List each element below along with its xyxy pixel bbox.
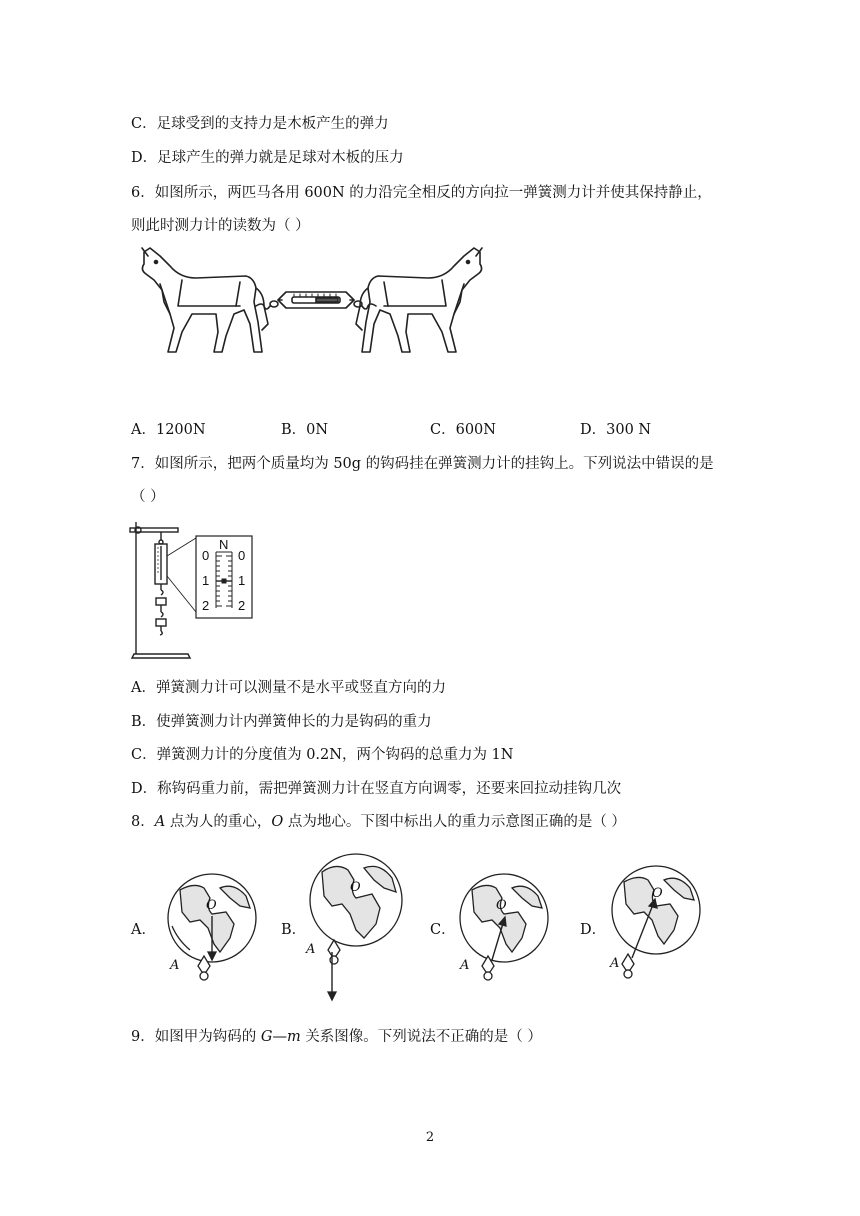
point-o-label: O bbox=[652, 886, 663, 901]
point-o-label: O bbox=[206, 898, 217, 913]
scale-unit-label: N bbox=[219, 537, 229, 552]
q7-option-b: B．使弹簧测力计内弹簧伸长的力是钩码的重力 bbox=[131, 714, 432, 730]
earth-globe-icon bbox=[310, 854, 402, 946]
earth-globe-icon bbox=[612, 866, 700, 954]
q8-label-c: C． bbox=[430, 922, 456, 938]
q9-stem-part2: 关系图像。下列说法不正确的是（ ） bbox=[300, 1029, 542, 1045]
q8-stem-part1: 点为人的重心， bbox=[165, 814, 272, 830]
globe-option-c bbox=[452, 868, 552, 993]
q7-option-a: A．弹簧测力计可以测量不是水平或竖直方向的力 bbox=[131, 680, 446, 696]
q8-point-a-text: A bbox=[154, 814, 166, 830]
q9-m-symbol: m bbox=[286, 1029, 301, 1045]
q7-stem-line2: （ ） bbox=[131, 489, 165, 505]
page-number: 2 bbox=[425, 1130, 435, 1145]
left-horse-icon bbox=[142, 248, 268, 352]
q9-g-symbol: G bbox=[260, 1029, 273, 1045]
q7-stem-line1: 7．如图所示，把两个质量均为 50g 的钩码挂在弹簧测力计的挂钩上。下列说法中错误的是 bbox=[131, 456, 714, 472]
point-a-label: A bbox=[170, 958, 180, 973]
scale-tick-2-right: 2 bbox=[238, 598, 246, 613]
scale-tick-2-left: 2 bbox=[202, 598, 210, 613]
q6-option-d: D．300 N bbox=[580, 422, 652, 438]
q6-stem-line1: 6．如图所示，两匹马各用 600N 的力沿完全相反的方向拉一弹簧测力计并使其保持静止， bbox=[131, 185, 712, 201]
q9-stem bbox=[131, 1025, 542, 1046]
point-a-label: A bbox=[306, 942, 316, 957]
scale-tick-0-right: 0 bbox=[238, 548, 246, 563]
scale-tick-1-left: 1 bbox=[202, 573, 210, 588]
point-o-label: O bbox=[350, 880, 361, 895]
q7-option-c: C．弹簧测力计的分度值为 0.2N，两个钩码的总重力为 1N bbox=[131, 747, 514, 763]
iron-stand-icon bbox=[130, 522, 190, 658]
q8-stem-part2: 点为地心。下图中标出人的重力示意图正确的是（ ） bbox=[283, 814, 626, 830]
q9-dash: — bbox=[272, 1029, 287, 1045]
q5-option-c: C．足球受到的支持力是木板产生的弹力 bbox=[131, 116, 389, 132]
person-icon bbox=[328, 940, 340, 964]
q5-option-d: D．足球产生的弹力就是足球对木板的压力 bbox=[131, 150, 404, 166]
globe-option-a bbox=[160, 868, 260, 993]
right-horse-icon bbox=[356, 248, 482, 352]
q6-stem-line2: 则此时测力计的读数为（ ） bbox=[131, 218, 310, 234]
q8-label-d: D． bbox=[580, 922, 607, 938]
q6-option-a: A．1200N bbox=[131, 422, 206, 438]
scale-zoom-panel bbox=[196, 536, 252, 618]
globe-option-d bbox=[604, 862, 704, 987]
right-chain-icon bbox=[354, 301, 376, 309]
point-o-label: O bbox=[496, 898, 507, 913]
q8-label-a: A． bbox=[131, 922, 156, 938]
hook-weights-icon bbox=[156, 598, 166, 635]
globe-option-b bbox=[300, 852, 410, 1008]
q8-number: 8． bbox=[131, 814, 155, 830]
q8-point-o-text: O bbox=[271, 814, 284, 830]
scale-tick-0-left: 0 bbox=[202, 548, 210, 563]
q6-option-c: C．600N bbox=[430, 422, 496, 438]
hanging-spring-scale-icon bbox=[155, 532, 167, 595]
point-a-label: A bbox=[610, 956, 620, 971]
q8-stem bbox=[131, 810, 626, 831]
horses-pulling-spring-scale-figure bbox=[136, 244, 488, 364]
point-a-label: A bbox=[460, 958, 470, 973]
q8-label-b: B． bbox=[281, 922, 307, 938]
scale-tick-1-right: 1 bbox=[238, 573, 246, 588]
q9-stem-part1: 9．如图甲为钩码的 bbox=[131, 1029, 261, 1045]
spring-scale-icon bbox=[278, 292, 354, 308]
q6-option-b: B．0N bbox=[281, 422, 329, 438]
left-chain-icon bbox=[256, 301, 278, 309]
q7-option-d: D．称钩码重力前，需把弹簧测力计在竖直方向调零，还要来回拉动挂钩几次 bbox=[131, 781, 622, 797]
